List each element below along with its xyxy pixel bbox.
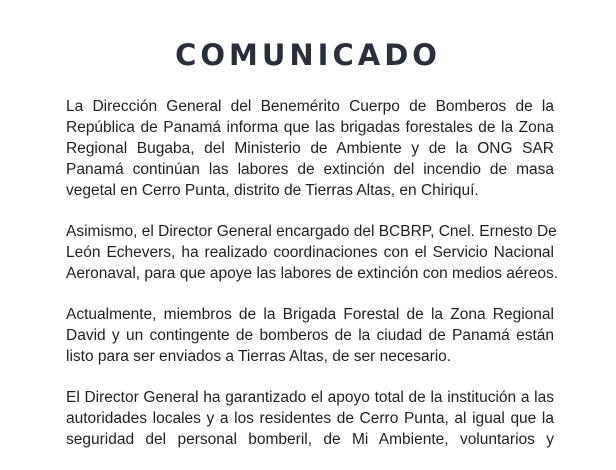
paragraph-line: Actualmente, miembros de la Brigada Forestal de la Zona Regional xyxy=(66,306,554,323)
paragraph-line: seguridad del personal bomberil, de Mi Ambiente, voluntarios y xyxy=(66,431,554,448)
paragraph-line: León Echevers, ha realizado coordinaciones con el Servicio Nacional xyxy=(66,244,554,261)
paragraph-line: Panamá continúan las labores de extinción del incendio de masa xyxy=(66,161,554,178)
paragraph-line: El Director General ha garantizado el apoyo total de la institución a las xyxy=(66,389,554,406)
paragraph-line: Aeronaval, para que apoye las labores de extinción con medios aéreos. xyxy=(66,265,559,282)
paragraph-line: República de Panamá informa que las brigadas forestales de la Zona xyxy=(66,119,554,136)
paragraph-line: La Dirección General del Benemérito Cuerpo de Bomberos de la xyxy=(66,98,554,115)
paragraph-line: vegetal en Cerro Punta, distrito de Tierras Altas, en Chiriquí. xyxy=(66,182,479,199)
paragraph-line: autoridades locales y a los residentes de Cerro Punta, al igual que la xyxy=(66,410,554,427)
paragraph-4 xyxy=(66,387,554,450)
document-body xyxy=(66,96,559,470)
page-title: COMUNICADO xyxy=(175,38,441,72)
paragraph-3 xyxy=(66,304,554,367)
paragraph-1 xyxy=(66,96,554,201)
paragraph-line: Regional Bugaba, del Ministerio de Ambiente y de la ONG SAR xyxy=(66,140,554,157)
paragraph-line: listo para ser enviados a Tierras Altas, de ser necesario. xyxy=(66,348,452,365)
paragraph-line: David y un contingente de bomberos de la ciudad de Panamá están xyxy=(66,327,554,344)
paragraph-line: Asimismo, el Director General encargado del BCBRP, Cnel. Ernesto De xyxy=(66,223,557,240)
paragraph-2 xyxy=(66,221,559,284)
